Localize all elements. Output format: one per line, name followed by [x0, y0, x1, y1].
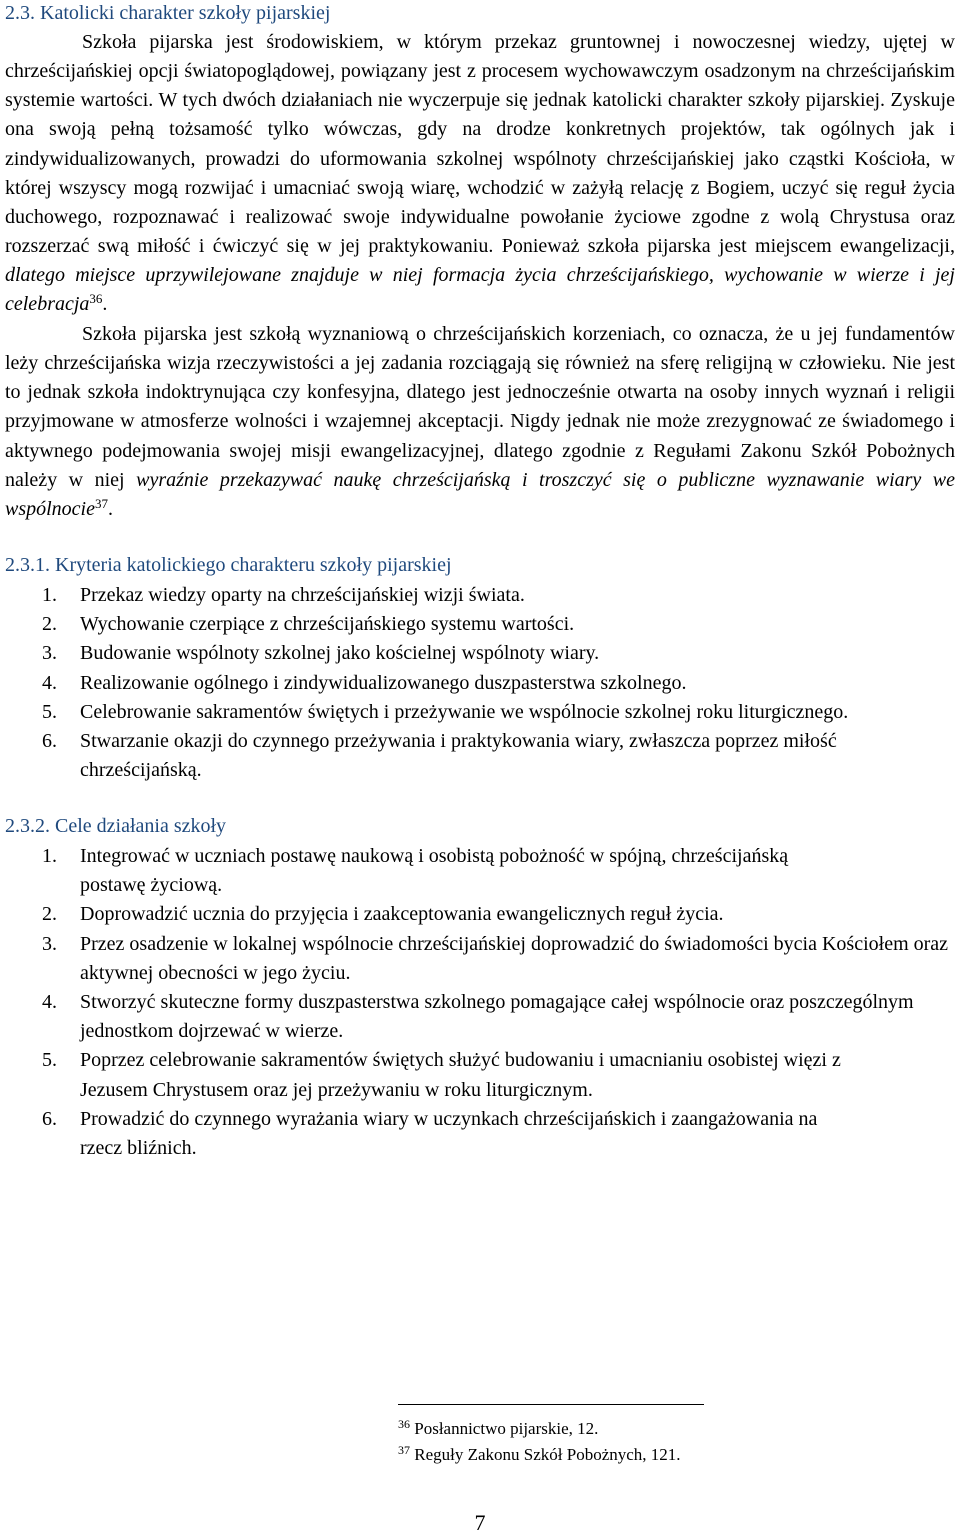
paragraph-2-end: .: [108, 497, 113, 520]
subsection-title: Kryteria katolickiego charakteru szkoły pijarskiej: [55, 554, 452, 576]
list-item-text: Realizowanie ogólnego i zindywidualizowanego duszpasterstwa szkolnego.: [80, 671, 687, 694]
list-item-text: Celebrowanie sakramentów świętych i przeżywanie we wspólnocie szkolnej roku liturgicznego.: [80, 700, 849, 723]
list-item: [0, 988, 960, 1046]
list-item: [0, 1105, 960, 1163]
paragraph-1-end: .: [102, 293, 108, 316]
list-item: [0, 610, 960, 639]
list-item-text: Integrować w uczniach postawę naukową i osobistą pobożność w spójną, chrześcijańską postawę życiową.: [80, 845, 789, 897]
list-item-number: 3.: [42, 642, 57, 665]
paragraph-2-italic-quote: wyraźnie przekazywać naukę chrześcijańską i troszczyć się o publiczne wyznawanie wiary we wspólnocie: [5, 468, 955, 520]
list-item: [0, 727, 960, 785]
footnote-ref-37[interactable]: 37: [95, 495, 108, 511]
footnote-text: Posłannictwo pijarskie, 12.: [414, 1419, 599, 1438]
list-item-number: 4.: [42, 671, 57, 694]
list-item-text: Budowanie wspólnoty szkolnej jako kościelnej wspólnoty wiary.: [80, 642, 600, 665]
list-item-text: Poprzez celebrowanie sakramentów świętych służyć budowaniu i umacnianiu osobistej więzi z Jezusem Chrystusem oraz jej przeżywaniu w roku liturgicznym.: [80, 1049, 841, 1101]
list-item: [0, 698, 960, 727]
section-number: 2.3.: [5, 2, 35, 24]
list-item-number: 3.: [42, 932, 57, 955]
subsection-number: 2.3.1.: [5, 554, 50, 576]
list-item-number: 4.: [42, 991, 57, 1014]
list-item: [0, 930, 960, 988]
paragraph-2-text: Szkoła pijarska jest szkołą wyznaniową o chrześcijańskich korzeniach, co oznacza, że u jej fundamentów leży chrześcijańska wizja rzeczywistości a jej zadania rozciągają się również na sferę religijną w człowieku. Nie jest to jednak szkoła indoktrynująca czy konfesyjna, dlatego jest jednocześnie otwarta na osoby innych wyznań i religii przyjmowane w atmosferze wolności i wzajemnej akceptacji. Nigdy jednak nie może zrezygnować ze świadomego i aktywnego podejmowania swojej misji ewangelizacyjnej, dlatego zgodnie z Regułami Zakonu Szkół Pobożnych należy w niej: [5, 323, 955, 491]
list-item-number: 2.: [42, 613, 57, 636]
subsection-heading-goals: [5, 814, 226, 838]
list-item: [0, 1046, 960, 1104]
list-item-text: Przez osadzenie w lokalnej wspólnocie chrześcijańskiej doprowadzić do świadomości bycia Kościołem oraz aktywnej obecności w jego życiu.: [80, 932, 949, 984]
paragraph-1-text: Szkoła pijarska jest środowiskiem, w którym przekaz gruntownej i nowoczesnej wiedzy, ujętej w chrześcijańskiej opcji światopoglądowej, powiązany jest z procesem wychowawczym osadzonym na chrześcijańskim systemie wartości. W tych dwóch działaniach nie wyczerpuje się jednak katolicki charakter szkoły pijarskiej. Zyskuje ona swoją pełną tożsamość tylko wówczas, gdy na drodze konkretnych projektów, tak ogólnych jak i zindywidualizowanych, prowadzi do uformowania szkolnej wspólnoty chrześcijańskiej jako cząstki Kościoła, w której wszyscy mogą rozwijać i umacniać swoją wiarę, wchodzić w zażyłą relację z Bogiem, uczyć się reguł życia duchowego, rozpoznawać i realizować swoje indywidualne powołanie życiowe zgodne z wolą Chrystusa oraz rozszerzać swą miłość i ćwiczyć się w jej praktykowaniu. Ponieważ szkoła pijarska jest miejscem ewangelizacji,: [5, 31, 955, 258]
list-item-text: Wychowanie czerpiące z chrześcijańskiego systemu wartości.: [80, 613, 575, 636]
subsection-heading-criteria: [5, 553, 452, 577]
footnote-number: 37: [398, 1443, 410, 1457]
list-item-number: 1.: [42, 584, 57, 606]
list-item: [0, 581, 960, 610]
subsection-number: 2.3.2.: [5, 815, 50, 837]
paragraph-2: [5, 320, 955, 524]
goals-list: [0, 842, 960, 1163]
paragraph-1: [5, 28, 955, 320]
footnote-text: Reguły Zakonu Szkół Pobożnych, 121.: [414, 1445, 681, 1464]
list-item-number: 1.: [42, 845, 57, 867]
list-item-number: 6.: [42, 730, 57, 753]
section-heading: [5, 1, 330, 25]
footnote-ref-36[interactable]: 36: [89, 291, 103, 307]
list-item-text: Doprowadzić ucznia do przyjęcia i zaakceptowania ewangelicznych reguł życia.: [80, 903, 724, 926]
section-title: Katolicki charakter szkoły pijarskiej: [40, 2, 331, 24]
list-item-text: Przekaz wiedzy oparty na chrześcijańskiej wizji świata.: [80, 584, 525, 606]
list-item-text: Stworzyć skuteczne formy duszpasterstwa szkolnego pomagające całej wspólnocie oraz poszczególnym jednostkom dojrzewać w wierze.: [80, 991, 914, 1043]
footnote-36: [398, 1418, 598, 1440]
footnote-separator: [398, 1404, 704, 1405]
paragraph-1-italic-quote: dlatego miejsce uprzywilejowane znajduje w niej formacja życia chrześcijańskiego, wychowanie w wierze i jej celebracja: [5, 264, 955, 316]
list-item: [0, 669, 960, 698]
list-item-number: 5.: [42, 700, 57, 723]
list-item-number: 6.: [42, 1107, 57, 1130]
page-number: 7: [474, 1510, 486, 1535]
list-item-number: 5.: [42, 1049, 57, 1072]
list-item-number: 2.: [42, 903, 57, 926]
list-item: [0, 900, 960, 929]
list-item-text: Prowadzić do czynnego wyrażania wiary w uczynkach chrześcijańskich i zaangażowania na rzecz bliźnich.: [80, 1107, 818, 1160]
footnote-number: 36: [398, 1417, 410, 1431]
list-item-text: Stwarzanie okazji do czynnego przeżywania i praktykowania wiary, zwłaszcza poprzez miłość chrześcijańską.: [80, 730, 837, 782]
footnote-37: [398, 1444, 681, 1466]
list-item: [0, 639, 960, 668]
criteria-list: [0, 581, 960, 785]
subsection-title: Cele działania szkoły: [55, 815, 227, 837]
list-item: [0, 842, 960, 900]
